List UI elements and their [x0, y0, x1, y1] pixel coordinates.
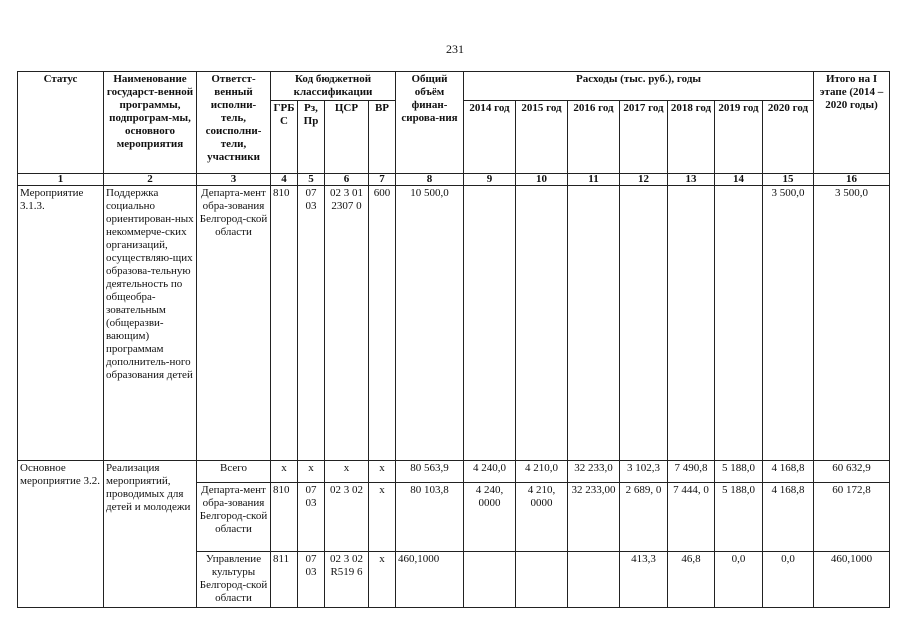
row-status: Мероприятие 3.1.3. [18, 185, 104, 460]
budget-table [17, 71, 890, 608]
column-number: 3 [197, 173, 271, 185]
row-name: Поддержка социально ориентирован-ных некоммерче-ских организаций, осуществляю-щих образова-тельную деятельность по общеобра-зовательным (общеразви-вающим) программам дополнитель-ного образования детей [104, 185, 197, 460]
header-name: Наименование государст-венной программы, подпрограм-мы, основного мероприятия [104, 72, 197, 174]
header-csr: ЦСР [325, 100, 369, 173]
row-2017: 2 689, 0 [620, 482, 668, 551]
row-executor: Департа-мент обра-зования Белгород-ской области [197, 482, 271, 551]
row-2018 [668, 185, 715, 460]
row-2016 [568, 185, 620, 460]
header-grbs: ГРБ С [271, 100, 298, 173]
row-executor: Департа-мент обра-зования Белгород-ской области [197, 185, 271, 460]
row-2016: 32 233,00 [568, 482, 620, 551]
row-2020: 3 500,0 [763, 185, 814, 460]
row-2019: 5 188,0 [715, 482, 763, 551]
row-grbs: 810 [271, 482, 298, 551]
row-total: 460,1000 [396, 551, 464, 607]
header-year-2018: 2018 год [668, 100, 715, 173]
row-2014 [464, 185, 516, 460]
row-rzpr: х [298, 460, 325, 482]
column-number: 7 [369, 173, 396, 185]
row-vr: х [369, 482, 396, 551]
row-stage-total: 3 500,0 [814, 185, 890, 460]
header-year-2015: 2015 год [516, 100, 568, 173]
column-number: 2 [104, 173, 197, 185]
row-total: 10 500,0 [396, 185, 464, 460]
row-2020: 4 168,8 [763, 482, 814, 551]
row-rzpr: 07 03 [298, 185, 325, 460]
row-2015 [516, 185, 568, 460]
header-year-2017: 2017 год [620, 100, 668, 173]
column-number: 9 [464, 173, 516, 185]
row-2014: 4 240,0 [464, 460, 516, 482]
row-2018: 7 444, 0 [668, 482, 715, 551]
row-2018: 46,8 [668, 551, 715, 607]
row-stage-total: 60 632,9 [814, 460, 890, 482]
header-year-2014: 2014 год [464, 100, 516, 173]
header-year-2016: 2016 год [568, 100, 620, 173]
row-2020: 4 168,8 [763, 460, 814, 482]
row-2015: 4 210,0 [516, 460, 568, 482]
row-2019: 5 188,0 [715, 460, 763, 482]
row-rzpr: 07 03 [298, 482, 325, 551]
header-row [18, 72, 890, 101]
row-csr: 02 3 02 [325, 482, 369, 551]
table-row [18, 185, 890, 460]
header-year-2019: 2019 год [715, 100, 763, 173]
row-csr: х [325, 460, 369, 482]
row-2015: 4 210, 0000 [516, 482, 568, 551]
column-number: 13 [668, 173, 715, 185]
row-grbs: х [271, 460, 298, 482]
column-number-row [18, 173, 890, 185]
column-number: 5 [298, 173, 325, 185]
column-number: 4 [271, 173, 298, 185]
table-row [18, 460, 890, 482]
header-budget-code: Код бюджетной классификации [271, 72, 396, 101]
row-2019: 0,0 [715, 551, 763, 607]
row-stage-total: 60 172,8 [814, 482, 890, 551]
header-total: Общий объём финан-сирова-ния [396, 72, 464, 174]
row-total: 80 103,8 [396, 482, 464, 551]
header-year-2020: 2020 год [763, 100, 814, 173]
column-number: 12 [620, 173, 668, 185]
column-number: 10 [516, 173, 568, 185]
row-grbs: 811 [271, 551, 298, 607]
column-number: 11 [568, 173, 620, 185]
row-executor: Управление культуры Белгород-ской области [197, 551, 271, 607]
row-rzpr: 07 03 [298, 551, 325, 607]
row-2018: 7 490,8 [668, 460, 715, 482]
row-2016 [568, 551, 620, 607]
row-grbs: 810 [271, 185, 298, 460]
row-2017 [620, 185, 668, 460]
row-2019 [715, 185, 763, 460]
row-status: Основное мероприятие 3.2. [18, 460, 104, 607]
header-rzpr: Рз, Пр [298, 100, 325, 173]
row-2014: 4 240, 0000 [464, 482, 516, 551]
row-name: Реализация мероприятий, проводимых для детей и молодежи [104, 460, 197, 607]
header-stage-total: Итого на I этапе (2014 – 2020 годы) [814, 72, 890, 174]
header-expenses: Расходы (тыс. руб.), годы [464, 72, 814, 101]
column-number: 1 [18, 173, 104, 185]
row-vr: 600 [369, 185, 396, 460]
header-vr: ВР [369, 100, 396, 173]
row-stage-total: 460,1000 [814, 551, 890, 607]
row-2015 [516, 551, 568, 607]
row-vr: х [369, 460, 396, 482]
column-number: 16 [814, 173, 890, 185]
row-2017: 3 102,3 [620, 460, 668, 482]
header-executor: Ответст-венный исполни-тель, соисполни-тели, участники [197, 72, 271, 174]
column-number: 8 [396, 173, 464, 185]
column-number: 15 [763, 173, 814, 185]
row-csr: 02 3 01 2307 0 [325, 185, 369, 460]
page-number: 231 [446, 42, 464, 56]
column-number: 14 [715, 173, 763, 185]
row-2014 [464, 551, 516, 607]
row-csr: 02 3 02 R519 6 [325, 551, 369, 607]
row-total: 80 563,9 [396, 460, 464, 482]
row-vr: х [369, 551, 396, 607]
row-executor: Всего [197, 460, 271, 482]
row-2020: 0,0 [763, 551, 814, 607]
column-number: 6 [325, 173, 369, 185]
row-2016: 32 233,0 [568, 460, 620, 482]
header-status: Статус [18, 72, 104, 174]
row-2017: 413,3 [620, 551, 668, 607]
